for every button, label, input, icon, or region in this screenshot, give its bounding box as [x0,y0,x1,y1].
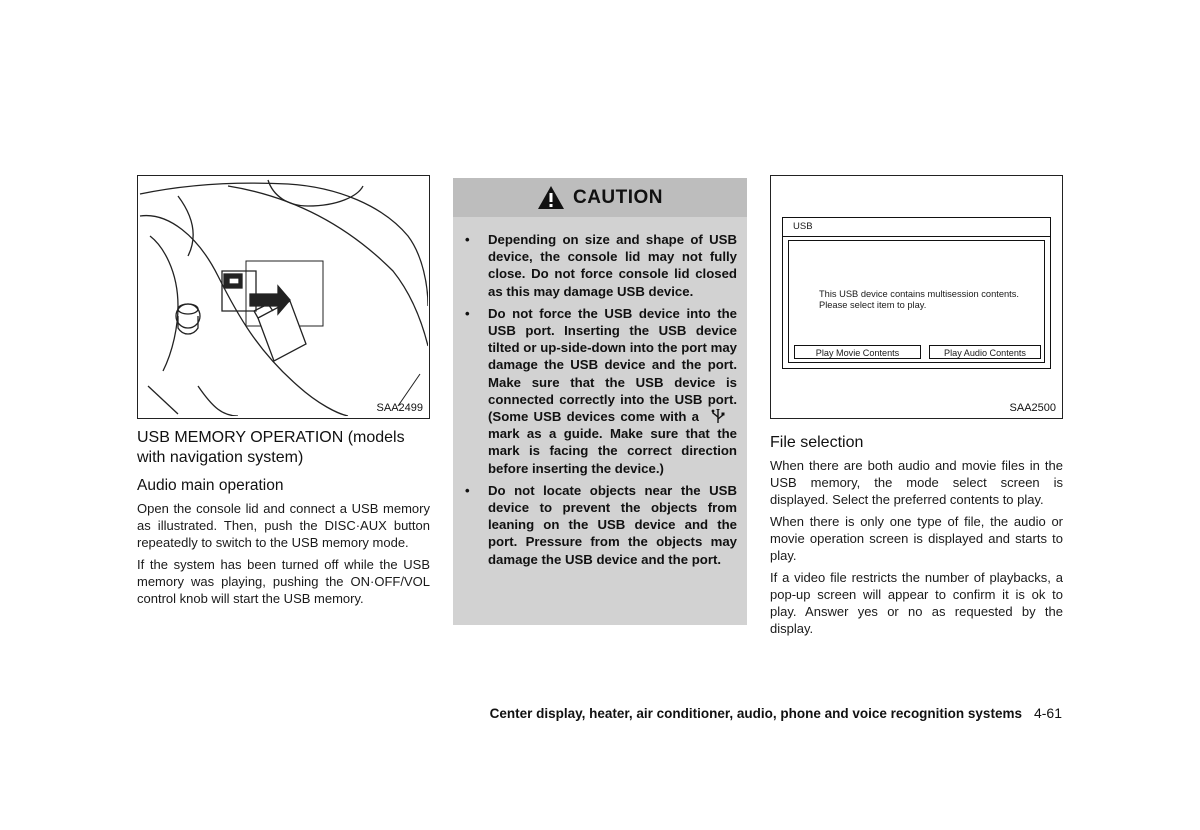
usb-screen [782,217,1051,369]
caution-header [453,178,747,217]
right-text-column [770,433,1063,642]
console-usb-drawing [138,176,428,416]
caution-item [465,482,737,568]
section-title: File selection [770,434,864,451]
bullet: • [465,305,470,321]
screen-title: USB [783,218,1050,237]
play-audio-button[interactable]: Play Audio Contents [929,345,1041,359]
usb-symbol-icon [707,409,729,424]
paragraph: When there is only one type of file, the audio or movie operation screen is displayed and starts to play. [770,514,1063,563]
caution-item-text: Depending on size and shape of USB device, the console lid may not fully close. Do not force console lid closed as this may damage USB device. [488,232,737,299]
bullet: • [465,232,470,247]
caution-list [453,217,747,568]
figure-code: SAA2500 [1009,402,1056,414]
paragraph: When there are both audio and movie files in the USB memory, the mode select screen is displayed. Select the preferred contents to play. [770,458,1063,507]
caution-title: CAUTION [572,186,664,208]
screen-message [819,289,1019,311]
subsection-title: Audio main operation [137,477,284,494]
caution-box [453,178,747,625]
paragraph: If a video file restricts the number of playbacks, a pop-up screen will appear to confirm it is ok to play. Answer yes or no as requested by the display. [770,570,1063,636]
paragraph: If the system has been turned off while the USB memory was playing, pushing the ON·OFF/VOL control knob will start the USB memory. [137,557,430,606]
caution-item-text: Do not locate objects near the USB device to prevent the objects from leaning on the USB device and the port. Pressure from the objects may damage the USB device and the port. [488,482,737,567]
caution-item-text: come with a [620,409,699,425]
screen-panel [788,240,1045,363]
bullet: • [465,482,470,498]
screen-message-line: This USB device contains multisession contents. [819,289,1019,299]
play-movie-button[interactable]: Play Movie Contents [794,345,921,359]
warning-triangle-icon [537,185,565,210]
paragraph: Open the console lid and connect a USB memory as illustrated. Then, push the DISC·AUX button repeatedly to switch to the USB memory mode. [137,501,430,550]
caution-item [465,305,737,477]
page-number: 4-61 [1033,705,1062,721]
caution-item [465,231,737,300]
left-text-column [137,428,430,612]
caution-item-text: Do not force the USB device into the USB port. Inserting the USB device tilted or up-side-down into the port may damage the USB device and the port. Make sure that the USB device is connected correctly into the USB port. (Some USB devices [488,305,737,425]
section-title: USB MEMORY OPERATION (models with navigation system) [137,429,405,466]
caution-item-text: mark as a guide. Make sure that the mark is facing the correct direction before inserting the device.) [488,426,737,476]
screen-message-line: Please select item to play. [819,300,927,310]
chapter-title: Center display, heater, air conditioner, audio, phone and voice recognition systems [489,706,1022,721]
page-footer [490,705,1062,721]
figure-code: SAA2499 [376,402,423,414]
usb-port-illustration [137,175,430,419]
